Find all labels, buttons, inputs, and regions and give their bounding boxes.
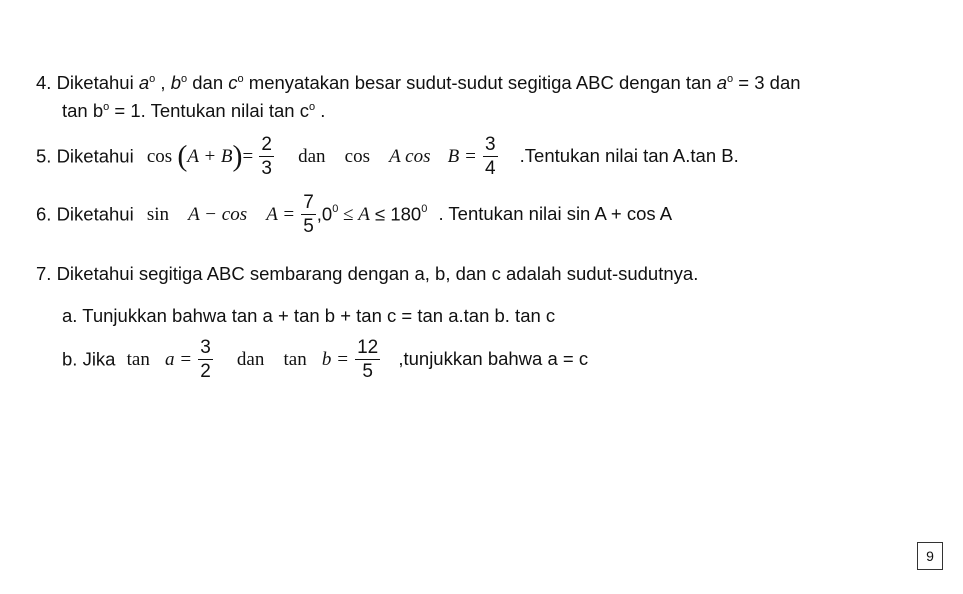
q4-var-a: a bbox=[716, 72, 728, 94]
q5-cos-2: cos bbox=[344, 146, 370, 167]
question-4-line-1 bbox=[36, 74, 801, 93]
q4-text-mid: = 1. Tentukan nilai tan c bbox=[109, 100, 309, 122]
q7-fraction-2 bbox=[355, 338, 380, 381]
question-7-heading: 7. Diketahui segitiga ABC sembarang dengan a, b, dan c adalah sudut-sudutnya. bbox=[36, 263, 699, 284]
q4-sep: , bbox=[155, 72, 171, 94]
q6-leq: ≤ bbox=[338, 204, 359, 225]
q6-a-eq: A = bbox=[266, 204, 296, 225]
q6-den: 5 bbox=[303, 216, 314, 237]
q4-degree: o bbox=[308, 101, 316, 113]
q4-degree: o bbox=[727, 73, 734, 85]
q5-tail: .Tentukan nilai tan A.tan B. bbox=[519, 145, 739, 167]
question-7-part-a: a. Tunjukkan bahwa tan a + tan b + tan c = tan a.tan b. tan c bbox=[62, 305, 556, 326]
q4-var-c: c bbox=[228, 72, 238, 94]
q6-range-end: ≤ 180 bbox=[369, 203, 422, 225]
q6-a-minus-cos: A − cos bbox=[188, 204, 248, 225]
q7-b-eq: b = bbox=[321, 349, 349, 370]
q5-paren-open: ( bbox=[177, 139, 188, 173]
q4-degree: o bbox=[149, 73, 156, 85]
q5-num-2: 3 bbox=[484, 134, 496, 155]
q6-range-a: A bbox=[358, 204, 370, 225]
q7-tail: ,tunjukkan bahwa a = c bbox=[398, 348, 589, 370]
q4-eq3: = 3 dan bbox=[733, 72, 801, 94]
q4-tan-b: tan b bbox=[62, 100, 104, 122]
q5-a-cos: A cos bbox=[389, 146, 431, 167]
q4-var-b: b bbox=[170, 72, 181, 94]
q5-cos: cos bbox=[146, 146, 173, 167]
question-4-line-2 bbox=[62, 102, 325, 121]
q7-den-1: 2 bbox=[200, 361, 211, 382]
question-5 bbox=[36, 135, 739, 178]
q7-fraction-1 bbox=[198, 338, 213, 381]
question-7-part-b bbox=[62, 338, 588, 381]
q5-label: 5. Diketahui bbox=[36, 145, 134, 167]
q4-text-rest: menyatakan besar sudut-sudut segitiga ABC dengan tan bbox=[243, 72, 717, 94]
q4-degree: o bbox=[237, 73, 244, 85]
question-6 bbox=[36, 193, 672, 236]
q4-text: 4. Diketahui bbox=[36, 72, 139, 94]
q5-dan: dan bbox=[298, 146, 326, 167]
q5-eq: = bbox=[242, 146, 254, 167]
q4-dan: dan bbox=[187, 72, 229, 94]
q5-paren-close: ) bbox=[232, 139, 243, 173]
q7-tan-2: tan bbox=[283, 349, 307, 370]
q6-tail: . Tentukan nilai sin A + cos A bbox=[438, 203, 673, 225]
q5-den-1: 3 bbox=[261, 158, 272, 179]
q7-dan: dan bbox=[236, 349, 265, 370]
q7-num-1: 3 bbox=[200, 337, 211, 358]
q5-fraction-1 bbox=[259, 135, 274, 178]
q4-degree: o bbox=[180, 73, 188, 85]
q6-degree: 0 bbox=[332, 203, 339, 216]
q4-degree: o bbox=[103, 101, 110, 113]
q6-degree: 0 bbox=[421, 203, 428, 216]
q6-sin: sin bbox=[146, 204, 170, 225]
q6-label: 6. Diketahui bbox=[36, 203, 134, 225]
q4-var-a: a bbox=[138, 72, 150, 94]
q5-num-1: 2 bbox=[261, 134, 272, 155]
q5-fraction-2 bbox=[483, 135, 498, 178]
page-number: 9 bbox=[917, 542, 943, 570]
q5-expr: A + B bbox=[187, 146, 233, 167]
q6-fraction bbox=[301, 193, 316, 236]
q7-b-label: b. Jika bbox=[62, 348, 116, 370]
q7-num-2: 12 bbox=[357, 337, 379, 358]
q7-a-eq: a = bbox=[164, 349, 193, 370]
q7-tan-1: tan bbox=[126, 349, 150, 370]
q7-den-2: 5 bbox=[362, 361, 373, 382]
q6-num: 7 bbox=[303, 192, 314, 213]
q5-b-eq: B = bbox=[447, 146, 477, 167]
q6-range-start: ,0 bbox=[316, 203, 333, 225]
q4-text-end: . bbox=[315, 100, 326, 122]
q5-den-2: 4 bbox=[484, 158, 496, 179]
